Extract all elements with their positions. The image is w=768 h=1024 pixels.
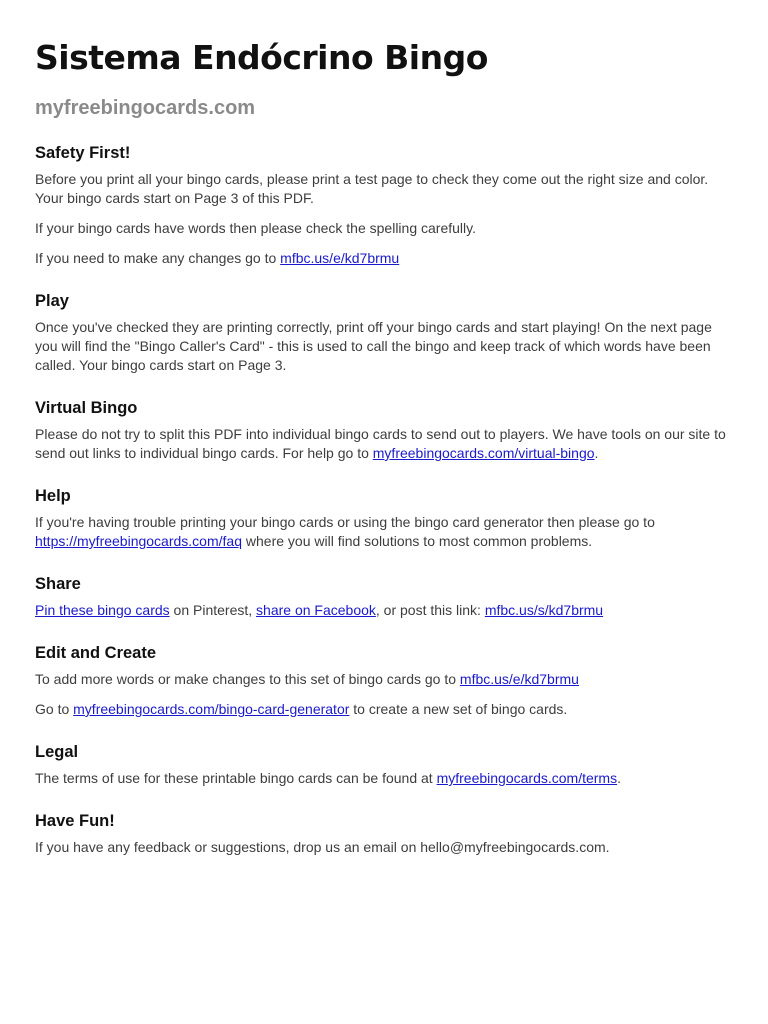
safety-changes-text: If you need to make any changes go to [35, 250, 281, 266]
section-heading-play: Play [35, 292, 69, 310]
section-heading-share: Share [35, 575, 81, 593]
safety-paragraph-3 [35, 249, 733, 268]
section-have-fun [35, 810, 733, 857]
virtual-paragraph [35, 425, 733, 463]
generator-link[interactable]: myfreebingocards.com/bingo-card-generator [73, 701, 350, 717]
section-safety-first [35, 142, 733, 268]
site-subtitle: myfreebingocards.com [35, 97, 256, 119]
edit-text: To add more words or make changes to this set of bingo cards go to [35, 671, 460, 687]
safety-paragraph-2: If your bingo cards have words then please check the spelling carefully. [35, 220, 476, 236]
help-text: If you're having trouble printing your bingo cards or using the bingo card generator then please go to [35, 514, 655, 530]
page-title: Sistema Endócrino Bingo [35, 38, 488, 77]
facebook-link[interactable]: share on Facebook [256, 602, 376, 618]
play-paragraph: Once you've checked they are printing correctly, print off your bingo cards and start playing! On the next page you will find the "Bingo Caller's Card" - this is used to call the bingo and keep track of which words have been called. Your bingo cards start on Page 3. [35, 319, 712, 373]
section-legal [35, 741, 733, 788]
section-share [35, 573, 733, 620]
generator-end: to create a new set of bingo cards. [349, 701, 568, 717]
section-help [35, 485, 733, 551]
legal-end: . [617, 770, 621, 786]
section-play [35, 290, 733, 375]
section-virtual-bingo [35, 397, 733, 463]
faq-link[interactable]: https://myfreebingocards.com/faq [35, 533, 242, 549]
legal-text: The terms of use for these printable bingo cards can be found at [35, 770, 437, 786]
help-end: where you will find solutions to most common problems. [242, 533, 593, 549]
share-link[interactable]: mfbc.us/s/kd7brmu [484, 602, 604, 618]
share-text-pinterest: on Pinterest, [169, 602, 257, 618]
fun-paragraph: If you have any feedback or suggestions, drop us an email on hello@myfreebingocards.com. [35, 839, 610, 855]
edit-paragraph-2 [35, 700, 733, 719]
share-text-post: , or post this link: [375, 602, 485, 618]
help-paragraph [35, 513, 733, 551]
section-heading-safety: Safety First! [35, 144, 131, 162]
legal-paragraph [35, 769, 733, 788]
section-heading-virtual: Virtual Bingo [35, 399, 138, 417]
virtual-end: . [594, 445, 599, 461]
section-edit-and-create [35, 642, 733, 719]
edit-paragraph-1 [35, 670, 733, 689]
virtual-bingo-link[interactable]: myfreebingocards.com/virtual-bingo [372, 445, 595, 461]
section-heading-legal: Legal [35, 743, 79, 761]
generator-text: Go to [35, 701, 74, 717]
section-heading-help: Help [35, 487, 71, 505]
pinterest-link[interactable]: Pin these bingo cards [35, 602, 170, 618]
virtual-text: Please do not try to split this PDF into individual bingo cards to send out to players. We have tools on our site to send out links to individual bingo cards. For help go to [35, 426, 726, 461]
section-heading-fun: Have Fun! [35, 812, 115, 830]
safety-paragraph-1: Before you print all your bingo cards, please print a test page to check they come out the right size and color. Your bingo cards start on Page 3 of this PDF. [35, 171, 709, 206]
edit-cards-link[interactable]: mfbc.us/e/kd7brmu [459, 671, 579, 687]
edit-link[interactable]: mfbc.us/e/kd7brmu [280, 250, 400, 266]
terms-link[interactable]: myfreebingocards.com/terms [436, 770, 618, 786]
share-paragraph [35, 601, 733, 620]
section-heading-edit: Edit and Create [35, 644, 157, 662]
